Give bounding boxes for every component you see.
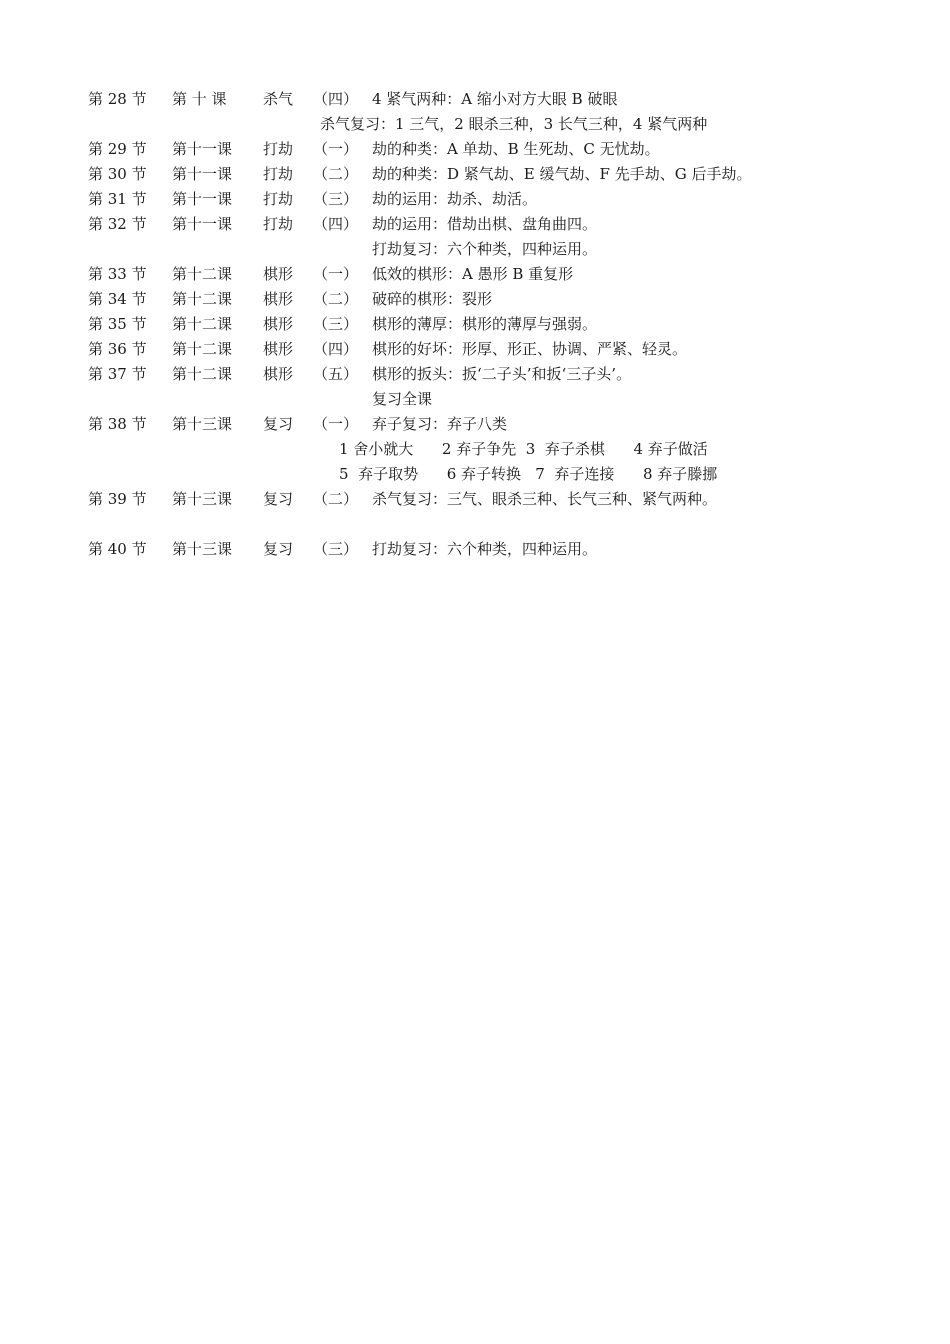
- lesson-part: （四）: [313, 90, 359, 108]
- schedule-row-40: [0, 537, 950, 562]
- review-summary: 杀气复习：1 三气，2 眼杀三种，3 长气三种，4 紧气两种: [320, 115, 708, 133]
- schedule-row-32: [0, 212, 950, 237]
- schedule-row-34: [0, 287, 950, 312]
- schedule-row-37: [0, 362, 950, 387]
- section-number: 第 40 节: [88, 540, 147, 558]
- lesson-content: 劫的种类：A 单劫、B 生死劫、C 无忧劫。: [372, 140, 660, 158]
- lesson-content: 破碎的棋形：裂形: [372, 290, 493, 308]
- lesson-topic: 复习: [263, 415, 294, 433]
- lesson-number: 第十三课: [172, 490, 233, 508]
- section-number: 第 34 节: [88, 290, 147, 308]
- lesson-number: 第十一课: [172, 165, 233, 183]
- lesson-content: 4 紧气两种：A 缩小对方大眼 B 破眼: [372, 90, 618, 108]
- lesson-number: 第十一课: [172, 140, 233, 158]
- lesson-topic: 打劫: [263, 215, 294, 233]
- lesson-part: （三）: [313, 190, 359, 208]
- lesson-number: 第十一课: [172, 190, 233, 208]
- section-number: 第 31 节: [88, 190, 147, 208]
- lesson-topic: 棋形: [263, 365, 294, 383]
- schedule-row-29: [0, 137, 950, 162]
- section-number: 第 30 节: [88, 165, 147, 183]
- schedule-row-28: [0, 87, 950, 112]
- lesson-content: 复习全课: [372, 390, 433, 408]
- lesson-part: （一）: [313, 415, 359, 433]
- lesson-part: （五）: [313, 365, 359, 383]
- schedule-row-38: [0, 412, 950, 437]
- lesson-content: 打劫复习：六个种类，四种运用。: [372, 240, 598, 258]
- sacrifice-list: 1 舍小就大 2 弃子争先 3 弃子杀棋 4 弃子做活: [339, 440, 708, 458]
- lesson-number: 第十二课: [172, 265, 233, 283]
- section-number: 第 36 节: [88, 340, 147, 358]
- lesson-topic: 棋形: [263, 315, 294, 333]
- sacrifice-list-row-2: [0, 462, 950, 487]
- lesson-part: （二）: [313, 165, 359, 183]
- lesson-content: 低效的棋形：A 愚形 B 重复形: [372, 265, 574, 283]
- schedule-row-30: [0, 162, 950, 187]
- lesson-number: 第 十 课: [172, 90, 227, 108]
- schedule-row-35: [0, 312, 950, 337]
- schedule-row-39: [0, 487, 950, 512]
- schedule-row-31: [0, 187, 950, 212]
- section-number: 第 35 节: [88, 315, 147, 333]
- lesson-part: （二）: [313, 490, 359, 508]
- lesson-part: （三）: [313, 315, 359, 333]
- section-number: 第 38 节: [88, 415, 147, 433]
- lesson-part: （一）: [313, 265, 359, 283]
- section-number: 第 29 节: [88, 140, 147, 158]
- lesson-topic: 复习: [263, 540, 294, 558]
- lesson-number: 第十一课: [172, 215, 233, 233]
- sacrifice-list: 5 弃子取势 6 弃子转换 7 弃子连接 8 弃子滕挪: [339, 465, 718, 483]
- lesson-content: 劫的运用：借劫出棋、盘角曲四。: [372, 215, 598, 233]
- lesson-number: 第十二课: [172, 365, 233, 383]
- lesson-number: 第十二课: [172, 290, 233, 308]
- lesson-number: 第十二课: [172, 340, 233, 358]
- lesson-topic: 打劫: [263, 165, 294, 183]
- schedule-row-ko-review: [0, 237, 950, 262]
- lesson-topic: 棋形: [263, 340, 294, 358]
- lesson-number: 第十三课: [172, 415, 233, 433]
- lesson-number: 第十二课: [172, 315, 233, 333]
- lesson-content: 劫的运用：劫杀、劫活。: [372, 190, 538, 208]
- lesson-topic: 打劫: [263, 190, 294, 208]
- lesson-part: （一）: [313, 140, 359, 158]
- lesson-part: （二）: [313, 290, 359, 308]
- section-number: 第 28 节: [88, 90, 147, 108]
- lesson-content: 杀气复习：三气、眼杀三种、长气三种、紧气两种。: [372, 490, 718, 508]
- lesson-part: （四）: [313, 340, 359, 358]
- schedule-row-summary: [0, 112, 950, 137]
- lesson-content: 打劫复习：六个种类，四种运用。: [372, 540, 598, 558]
- lesson-content: 棋形的好坏：形厚、形正、协调、严紧、轻灵。: [372, 340, 688, 358]
- lesson-number: 第十三课: [172, 540, 233, 558]
- lesson-content: 劫的种类：D 紧气劫、E 缓气劫、F 先手劫、G 后手劫。: [372, 165, 752, 183]
- lesson-content: 棋形的薄厚：棋形的薄厚与强弱。: [372, 315, 598, 333]
- lesson-content: 弃子复习：弃子八类: [372, 415, 508, 433]
- sacrifice-list-row-1: [0, 437, 950, 462]
- section-number: 第 37 节: [88, 365, 147, 383]
- schedule-row-36: [0, 337, 950, 362]
- lesson-topic: 杀气: [263, 90, 294, 108]
- schedule-row-33: [0, 262, 950, 287]
- schedule-row-full-review: [0, 387, 950, 412]
- section-number: 第 39 节: [88, 490, 147, 508]
- section-number: 第 32 节: [88, 215, 147, 233]
- section-number: 第 33 节: [88, 265, 147, 283]
- lesson-part: （三）: [313, 540, 359, 558]
- lesson-part: （四）: [313, 215, 359, 233]
- lesson-topic: 复习: [263, 490, 294, 508]
- lesson-content: 棋形的扳头：扳‘二子头’和扳‘三子头’。: [372, 365, 632, 383]
- lesson-topic: 棋形: [263, 290, 294, 308]
- lesson-topic: 打劫: [263, 140, 294, 158]
- lesson-topic: 棋形: [263, 265, 294, 283]
